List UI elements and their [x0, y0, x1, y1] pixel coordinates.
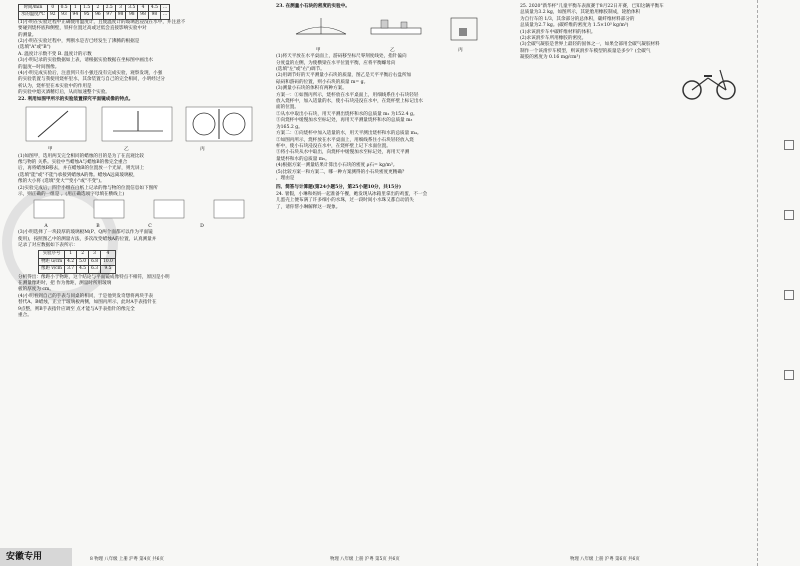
- balance-figures: [276, 10, 506, 44]
- table-cell: 3: [89, 251, 101, 258]
- figure-labels-23: 甲 乙 丙: [316, 47, 463, 53]
- balance-bike-icon: [680, 62, 740, 102]
- text-line: 像与物的 关系。实验中当蜡烛A与蜡烛B的像完全重合: [18, 159, 128, 165]
- text-line: 分度盘的左侧，为使横梁在水平位置平衡，应将平衡螺母向: [276, 60, 396, 66]
- text-line: 后，再将蜡烛B移去，并在蜡烛B的位置放一个光屏，则光屏上: [18, 166, 145, 172]
- text-line: (3)测量小石块的体积有两种方案。: [276, 86, 347, 92]
- table-cell: 3.5: [126, 5, 138, 12]
- region-badge: 安徽专用: [0, 548, 72, 566]
- text-line: ，理由是: [276, 175, 295, 181]
- text-line: (1)如图甲，选用两支完全相同的蜡烛的目的是为了在直观比较: [18, 153, 144, 159]
- text-line: 总质量为2.7 kg。(碳纤维的密度为 1.5×10³ kg/m³): [520, 23, 629, 29]
- text-line: 了，请你帮小琳解释这一现象。: [276, 204, 341, 210]
- data-table-22: [38, 250, 116, 273]
- table-cell: 1.5: [81, 5, 93, 12]
- text-line: 析认为，烧杯里在本实验中的作用是: [18, 83, 92, 89]
- table-cell: 物距 u/cm: [39, 258, 65, 265]
- text-line: (2)实验完成后，四个小组在白纸上记录的像与物的位置信息如下图所: [18, 185, 158, 191]
- text-line: 24. 暑假，小琳和妈妈一起准备午餐，她发现从冰箱里拿出的鸡蛋，不一会: [276, 191, 428, 197]
- column-page-4: [18, 4, 268, 319]
- text-line: (3)小明记录的实验数据如上表，请根据实验数据在坐标图中画出水: [18, 58, 154, 64]
- text-line: 为自行车的 1/3，其余部分的总体积，碳纤维材料部分的: [520, 16, 635, 22]
- text-line: 记录了对应数据如下表所示：: [18, 242, 78, 248]
- table-cell: 时间/min: [19, 5, 48, 12]
- table-cell: 94: [70, 12, 81, 19]
- table-cell: 水的温度/℃: [19, 12, 48, 19]
- text-line: 量烧杯和水的总质量 m₅。: [276, 156, 330, 162]
- table-cell: …: [160, 12, 169, 19]
- text-line: 使用)，按照图乙中的测量方法，多次改变蜡烛A的位置，认真测量并: [18, 236, 157, 242]
- table-cell: 3: [115, 5, 126, 12]
- figure-labels: 甲 乙 丙: [48, 147, 205, 153]
- footer-page-6: 物理 八年级 上册 沪粤 第6页 共6页: [570, 557, 640, 562]
- text-line: 分析得出：像距小于物距，这个结论与平面镜成像特点不相符，原因是小明: [18, 274, 170, 280]
- table-cell: 0: [47, 5, 58, 12]
- table-cell: 2.5: [103, 5, 115, 12]
- table-cell: 4.2: [65, 258, 77, 265]
- question-22: 22. 利用如图甲所示的实验装置探究平面镜成像的特点。: [18, 96, 134, 102]
- text-line: 杯中，使小石块浸没在水中，在烧杯壁上记下水面位置。: [276, 143, 391, 149]
- text-line: (1)将天平放在水平桌面上，游码移至标尺零刻度线处，指针偏向: [276, 54, 407, 60]
- text-line: 方案一：①如图丙所示，烧杯放在水平桌面上，用细线系住小石块轻轻: [276, 92, 419, 98]
- table-cell: 4: [138, 5, 149, 12]
- text-line: (1)小明在实验过程中正确使用温度计，且使温度计的玻璃泡浸没在水中，并注意不: [18, 19, 186, 25]
- table-cell: 3.7: [65, 266, 77, 273]
- text-line: 的实验装置与我使用烧杯里水，其余装置与自己的完全相同，小明经过分: [18, 77, 166, 83]
- table-cell: 96: [93, 12, 104, 19]
- margin-box: [784, 210, 794, 220]
- margin-box: [784, 290, 794, 300]
- figure-row-22: [18, 103, 268, 147]
- table-cell: 6.3: [89, 266, 101, 273]
- section-title: 四、简答与计算题(第24小题5分，第25小题10分，共15分): [276, 185, 401, 191]
- text-line: 砝码和游码的位置，则小石块的质量 m= g。: [276, 79, 369, 85]
- table-cell: 4: [101, 251, 116, 258]
- table-cell: 93: [58, 12, 70, 19]
- text-line: (2)用调节好的天平测量小石块的质量，图乙是天平平衡后右盘所加: [276, 73, 412, 79]
- text-line: (选填"A"或"B"): [18, 45, 51, 51]
- text-line: (选填"左"或"右")调节。: [276, 67, 325, 73]
- table-cell: 0.5: [58, 5, 70, 12]
- table-cell: 95: [81, 12, 93, 19]
- table-cell: 98: [148, 12, 160, 19]
- text-line: (5)比较方案一和方案二，哪一种方案测得的小石块密度更精确？: [276, 169, 407, 175]
- binding-margin: [757, 0, 800, 566]
- table-cell: 98: [138, 12, 149, 19]
- table-cell: 97: [103, 12, 115, 19]
- choice-labels: A B C D: [44, 223, 204, 229]
- text-line: 方案二：①向烧杯中加入适量的水，用天平测出烧杯和水的总质量 m₄。: [276, 131, 422, 137]
- text-line: 儿蛋壳上便布满了许多细小的水珠，过一段时间小水珠又都自动消失: [276, 198, 414, 204]
- text-line: (2)求该滑步车所用橡胶的密度。: [520, 36, 587, 42]
- text-line: 总质量为3.2 kg，如图所示，其轮胎用橡胶制成，轮胎体积: [520, 10, 641, 16]
- table-cell: 4.5: [148, 5, 160, 12]
- table-cell: 2: [77, 251, 89, 258]
- table-cell: 1: [65, 251, 77, 258]
- table-cell: 1: [70, 5, 81, 12]
- table-cell: 6.8: [89, 258, 101, 265]
- table-cell: 9.5: [101, 266, 116, 273]
- table-cell: 5.0: [77, 258, 89, 265]
- text-line: 的测量。: [18, 32, 37, 38]
- text-line: 面的位置。: [276, 105, 299, 111]
- table-cell: …: [160, 5, 169, 12]
- text-line: (选填"能"或"不能")承接到蜡烛A的像。蜡烛A远离玻璃板，: [18, 172, 138, 178]
- table-cell: 2: [93, 5, 104, 12]
- column-page-6: [520, 4, 755, 105]
- text-line: (1)求该滑步车中碳纤维材料的体积。: [520, 29, 596, 35]
- table-cell: 实验序号: [39, 251, 65, 258]
- text-line: 板的厚度为 cm。: [18, 287, 54, 293]
- table-cell: 10.0: [101, 258, 116, 265]
- text-line: A. 温度计示数不变 B. 温度计的示数: [18, 51, 92, 57]
- text-line: 替代A、B蜡烛，正立于玻璃板两侧，如图丙所示，此时A手表指针在: [18, 300, 157, 306]
- text-line: (3)全碳气凝胶是世界上最轻的固体之一，如果全部用全碳气凝胶材料: [520, 42, 660, 48]
- table-cell: 98: [126, 12, 138, 19]
- text-line: 要碰到烧杯底和侧壁，铁杆位置过高或过低会直接影响实验中对: [18, 26, 147, 32]
- margin-box: [784, 140, 794, 150]
- text-line: (3)小明选择了一块较厚的玻璃板M(P、Q两个面都可以作为平面镜: [18, 230, 153, 236]
- footer-page-4: 8 物理 八年级 上册 沪粤 第4页 共6页: [90, 557, 164, 562]
- footer-page-5: 物理 八年级 上册 沪粤 第5页 共6页: [330, 557, 400, 562]
- text-line: 在测量像距时，把 作为像距，测量时所用玻璃: [18, 281, 112, 286]
- figure-row-23: [276, 10, 512, 47]
- text-line: (2)小明在实验过程中，判断水是否已经发生了沸腾的根据是: [18, 39, 140, 45]
- mirror-figures: [18, 103, 258, 147]
- text-line: (4)根据方案一测量结果计算出小石块的密度 ρ石= kg/m³。: [276, 163, 398, 169]
- text-line: 的实验中熄灭酒精灯后，从而加速整个实验。: [18, 90, 110, 96]
- text-line: 9点整，则B手表指针应调至 点才能与A手表指针的像完全: [18, 306, 135, 312]
- text-line: ③将小石块从水中取出，向烧杯中缓慢加水至标记处，再用天平测: [276, 150, 410, 156]
- text-line: ②如图丙所示，烧杯放在水平桌面上，用细线系住小石块轻轻放入烧: [276, 137, 414, 143]
- table-cell: 4.5: [77, 266, 89, 273]
- margin-box: [784, 370, 794, 380]
- choice-figures: [18, 198, 268, 223]
- text-line: 为165.2 g。: [276, 124, 303, 130]
- text-line: (4)小明看到自己的手表与同桌的相同，于是他突发奇想将两块手表: [18, 293, 154, 299]
- table-cell: 98: [115, 12, 126, 19]
- column-page-5: [276, 4, 512, 211]
- text-line: 像的大小将 (选填"变大""变小"或"不变")。: [18, 179, 105, 185]
- text-line: (4)小明完成实验后，注意到只有小强还没有完成实验，观察发现，小强: [18, 71, 163, 77]
- text-line: 制作一个该滑步车模型，则该滑步车模型的质量是多少？(全碳气: [520, 48, 651, 54]
- text-line: 凝胶的密度为 0.16 mg/cm³): [520, 55, 581, 61]
- text-line: 的温度—时间图像。: [18, 64, 60, 70]
- choice-diagrams: [22, 198, 262, 220]
- text-line: 25. 2020"新华杯"儿童平衡车表演赛于8月22日开赛，已知这辆平衡车: [520, 4, 664, 9]
- text-line: ③向烧杯中缓慢加水至标记处，再用天平测量烧杯和水的总质量 m₃: [276, 118, 413, 124]
- temperature-table: [18, 4, 170, 20]
- text-line: 示，则正确的一组是 。(用正确选项字母填在横线上): [18, 191, 125, 197]
- text-line: 放入烧杯中，加入适量的水，使小石块浸没在水中，在烧杯壁上标记出水: [276, 99, 424, 105]
- text-line: ②从水中取出小石块，用天平测出烧杯和水的总质量 m₂ 为152.4 g。: [276, 111, 418, 117]
- table-cell: 92: [47, 12, 58, 19]
- table-cell: 像距 v/cm: [39, 266, 65, 273]
- question-23: 23. 在测量小石块的密度的实验中。: [276, 4, 350, 9]
- text-line: 重合。: [18, 313, 32, 319]
